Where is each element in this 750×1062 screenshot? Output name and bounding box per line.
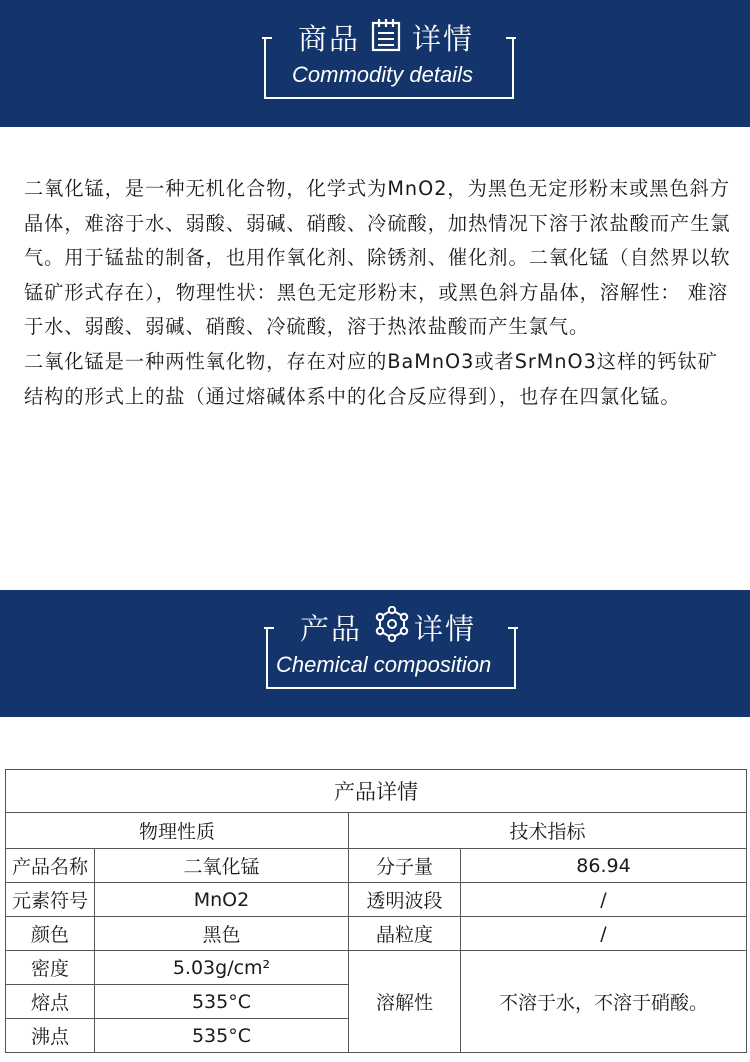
product-spec-table bbox=[5, 769, 747, 1053]
description-paragraph: 二氧化锰，是一种无机化合物，化学式为MnO2，为黑色无定形粉末或黑色斜方晶体，难溶于水、弱酸、弱碱、硝酸、冷硫酸，加热情况下溶于浓盐酸而产生氯气。用于锰盐的制备，也用作氧化剂、除锈剂、催化剂。二氧化锰（自然界以软锰矿形式存在），物理性状：黑色无定形粉末，或黑色斜方晶体，溶解性： 难溶于水、弱酸、弱碱、硝酸、冷硫酸，溶于热浓盐酸而产生氯气。 bbox=[24, 177, 731, 339]
row-label: 沸点 bbox=[6, 1019, 95, 1053]
technical-specs-header: 技术指标 bbox=[349, 813, 747, 849]
notepad-icon bbox=[370, 18, 402, 52]
section-title-right: 详情 bbox=[414, 612, 477, 646]
solubility-label: 溶解性 bbox=[349, 951, 461, 1053]
section-title-left: 商品 bbox=[298, 22, 361, 56]
row-label: 颜色 bbox=[6, 917, 95, 951]
row-label: 晶粒度 bbox=[349, 917, 461, 951]
section-subtitle: Chemical composition bbox=[276, 652, 492, 677]
row-value: / bbox=[461, 917, 747, 951]
product-description bbox=[24, 172, 736, 414]
row-value: MnO2 bbox=[95, 883, 349, 917]
molecule-icon bbox=[373, 606, 411, 644]
row-value: 二氧化锰 bbox=[95, 849, 349, 883]
row-label: 密度 bbox=[6, 951, 95, 985]
table-row bbox=[6, 917, 747, 951]
solubility-value: 不溶于水，不溶于硝酸。 bbox=[461, 951, 747, 1053]
table-row bbox=[6, 849, 747, 883]
table-row bbox=[6, 951, 747, 985]
row-value: / bbox=[461, 883, 747, 917]
row-label: 分子量 bbox=[349, 849, 461, 883]
physical-properties-header: 物理性质 bbox=[6, 813, 349, 849]
table-row bbox=[6, 883, 747, 917]
section-title-left: 产品 bbox=[300, 612, 363, 646]
row-value: 黑色 bbox=[95, 917, 349, 951]
row-value: 5.03g/cm² bbox=[95, 951, 349, 985]
section-subtitle: Commodity details bbox=[292, 62, 473, 87]
row-label: 熔点 bbox=[6, 985, 95, 1019]
row-value: 535°C bbox=[95, 985, 349, 1019]
section-title-right: 详情 bbox=[412, 22, 475, 56]
row-value: 86.94 bbox=[461, 849, 747, 883]
row-label: 产品名称 bbox=[6, 849, 95, 883]
row-value: 535°C bbox=[95, 1019, 349, 1053]
description-paragraph: 二氧化锰是一种两性氧化物，存在对应的BaMnO3或者SrMnO3这样的钙钛矿结构的形式上的盐（通过熔碱体系中的化合反应得到），也存在四氯化锰。 bbox=[24, 349, 718, 408]
row-label: 元素符号 bbox=[6, 883, 95, 917]
table-title: 产品详情 bbox=[6, 770, 747, 813]
row-label: 透明波段 bbox=[349, 883, 461, 917]
